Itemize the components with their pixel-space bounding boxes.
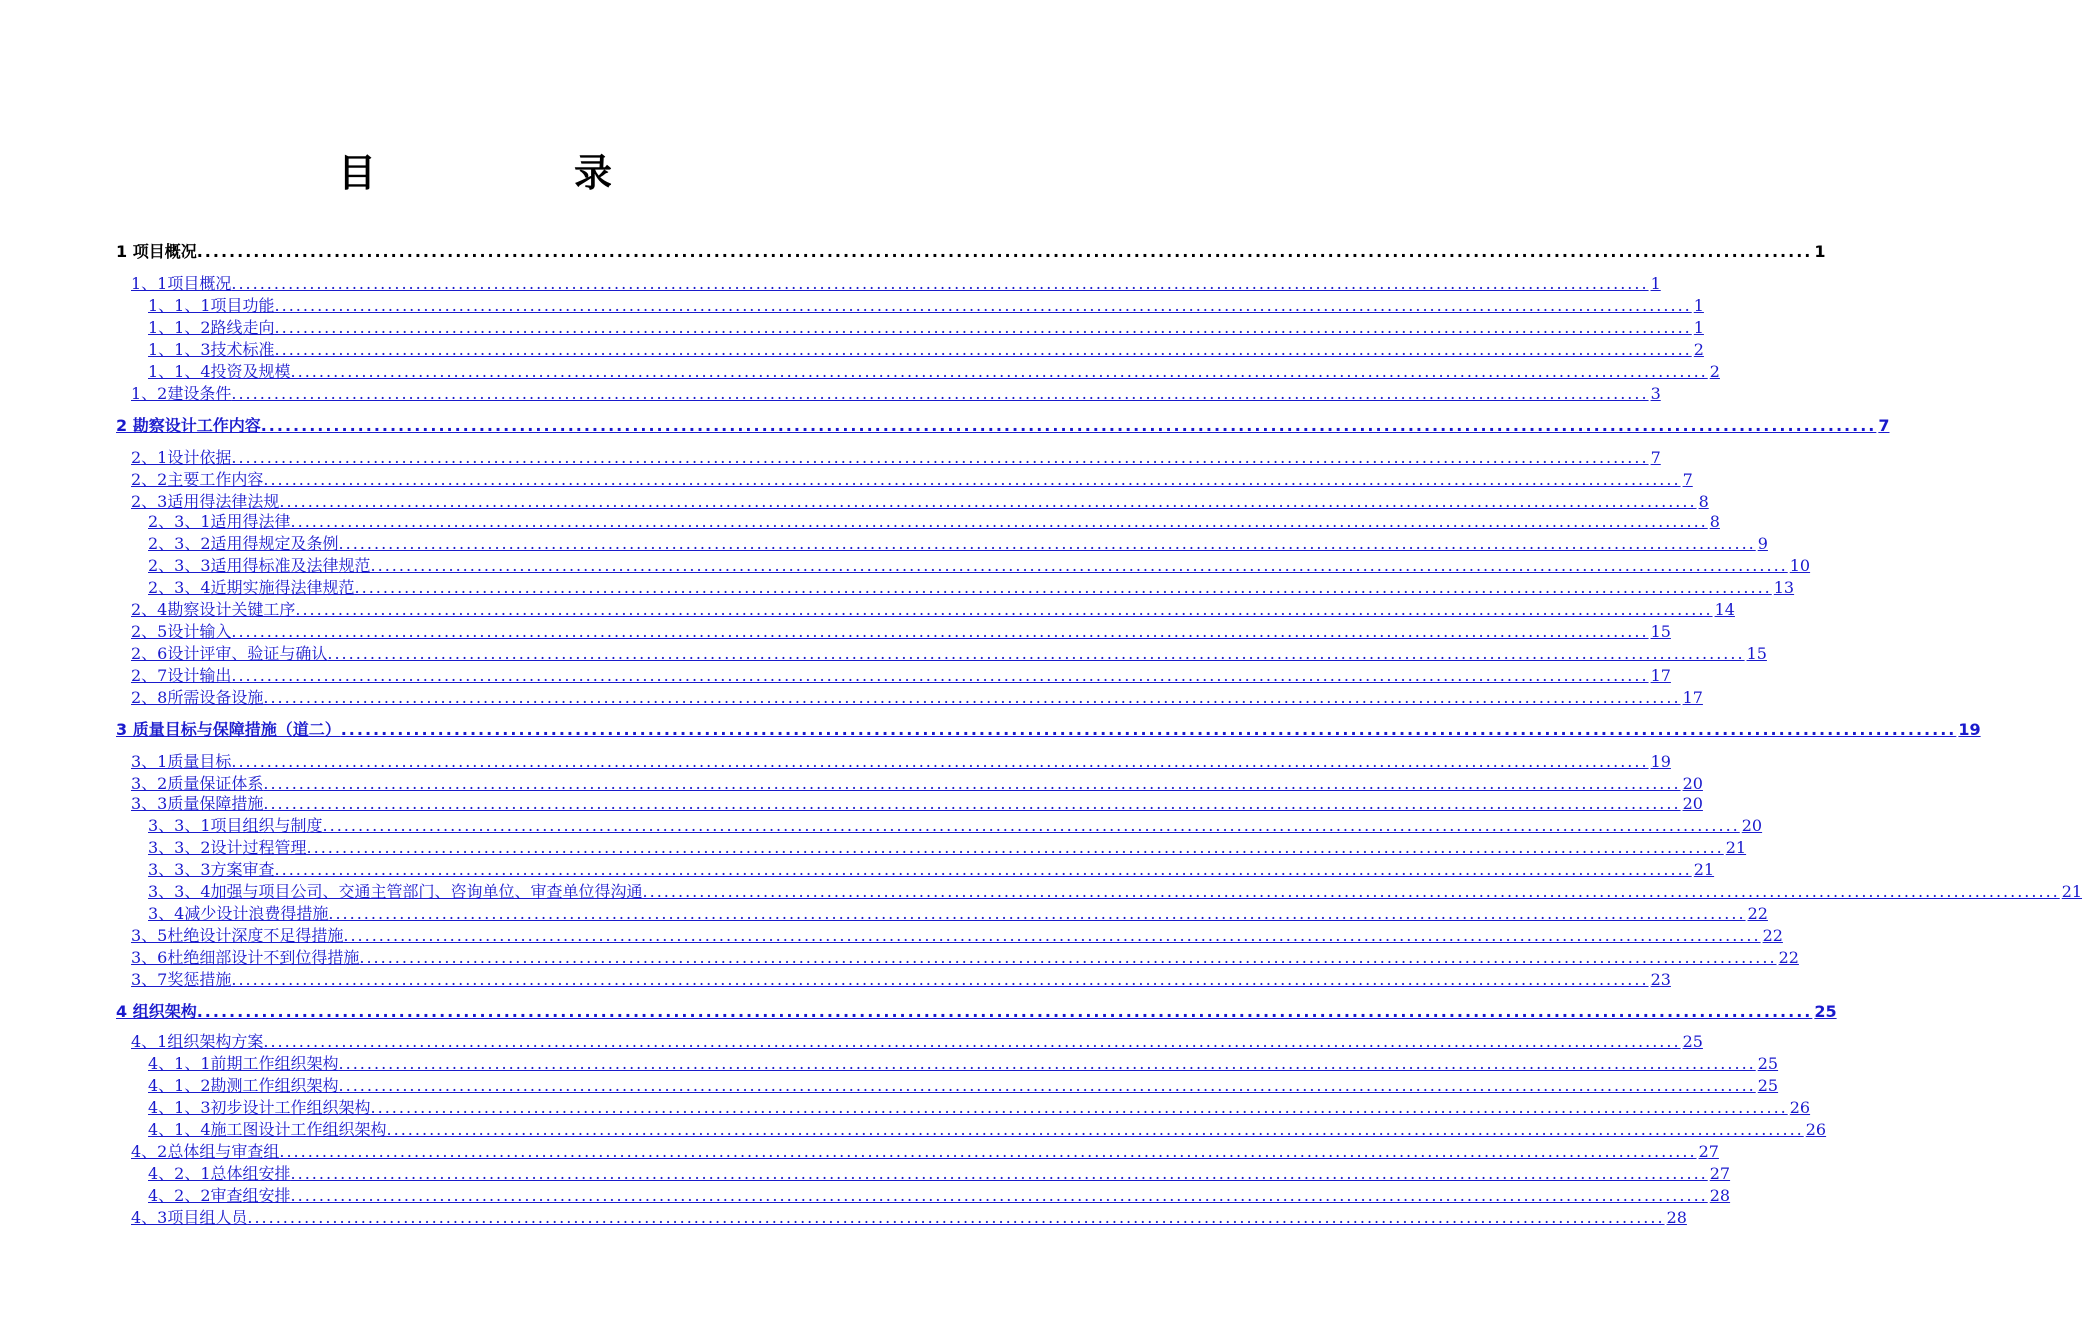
toc-leader-dots: ........................................................................................................................................................................................................ (231, 666, 1649, 685)
toc-entry-page-number: 3 (1650, 384, 1661, 403)
toc-entry-level-2[interactable] (131, 620, 1671, 642)
toc-entry-page-number: 8 (1709, 512, 1720, 531)
toc-entry-label: 1、1项目概况 (131, 274, 232, 293)
toc-leader-dots: ........................................................................................................................................................................................................ (279, 1142, 1697, 1161)
toc-leader-dots: ........................................................................................................................................................................................................ (260, 416, 1877, 435)
toc-entry-page-number: 25 (1814, 1002, 1837, 1021)
toc-entry-level-3[interactable] (148, 1162, 1731, 1184)
toc-entry-level-3[interactable] (148, 1184, 1731, 1206)
toc-entry-level-2[interactable] (131, 1030, 1703, 1052)
toc-entry-page-number: 23 (1650, 970, 1671, 989)
toc-entry-level-3[interactable] (148, 902, 1768, 924)
toc-entry-label: 3、4减少设计浪费得措施 (148, 904, 329, 923)
toc-entry-level-3[interactable] (148, 1052, 1779, 1074)
toc-entry-page-number: 15 (1650, 622, 1671, 641)
toc-entry-page-number: 21 (1693, 860, 1715, 879)
toc-entry-label: 2、6设计评审、验证与确认 (131, 644, 328, 663)
toc-entry-level-2[interactable] (131, 946, 1799, 968)
toc-entry-label: 4、1、2勘测工作组织架构 (148, 1076, 339, 1095)
toc-entry-label: 3、2质量保证体系 (131, 774, 264, 793)
toc-entry-page-number: 26 (1789, 1098, 1811, 1117)
toc-entry-label: 3、3、2设计过程管理 (148, 838, 307, 857)
toc-leader-dots: ........................................................................................................................................................................................................ (290, 1186, 1708, 1205)
toc-entry-page-number: 7 (1878, 416, 1890, 435)
toc-leader-dots: ........................................................................................................................................................................................................ (263, 774, 1681, 793)
toc-entry-page-number: 28 (1666, 1208, 1687, 1227)
toc-entry-label: 2、3、3适用得标准及法律规范 (148, 556, 371, 575)
toc-entry-label: 2、4勘察设计关键工序 (131, 600, 296, 619)
toc-entry-page-number: 26 (1805, 1120, 1827, 1139)
toc-entry-page-number: 17 (1650, 666, 1671, 685)
toc-leader-dots: ........................................................................................................................................................................................................ (327, 644, 1745, 663)
toc-entry-page-number: 7 (1682, 470, 1693, 489)
toc-entry-level-3[interactable] (148, 836, 1747, 858)
toc-entry-page-number: 10 (1789, 556, 1811, 575)
toc-leader-dots: ........................................................................................................................................................................................................ (263, 794, 1681, 813)
toc-leader-dots: ........................................................................................................................................................................................................ (263, 1032, 1681, 1051)
toc-entry-label: 2、3、1适用得法律 (148, 512, 291, 531)
toc-entry-label: 3、3、3方案审查 (148, 860, 275, 879)
toc-entry-label: 2、3、2适用得规定及条例 (148, 534, 339, 553)
toc-entry-label: 3、7奖惩措施 (131, 970, 232, 989)
toc-leader-dots: ........................................................................................................................................................................................................ (231, 448, 1649, 467)
toc-entry-level-3[interactable] (148, 294, 1704, 316)
toc-leader-dots: ........................................................................................................................................................................................................ (328, 904, 1746, 923)
toc-entry-label: 3、3、4加强与项目公司、交通主管部门、咨询单位、审查单位得沟通 (148, 882, 643, 901)
toc-entry-page-number: 22 (1747, 904, 1768, 923)
toc-entry-page-number: 15 (1746, 644, 1767, 663)
toc-entry-level-2[interactable] (131, 642, 1767, 664)
toc-entry-label: 2、3、4近期实施得法律规范 (148, 578, 355, 597)
toc-leader-dots: ........................................................................................................................................................................................................ (338, 1076, 1756, 1095)
toc-leader-dots: ........................................................................................................................................................................................................ (274, 318, 1692, 337)
toc-entry-page-number: 20 (1741, 816, 1763, 835)
toc-entry-level-3[interactable] (148, 510, 1720, 532)
toc-entry-page-number: 17 (1682, 688, 1703, 707)
toc-entry-label: 2、2主要工作内容 (131, 470, 264, 489)
toc-title: 目 录 (337, 151, 692, 195)
toc-leader-dots: ........................................................................................................................................................................................................ (290, 362, 1708, 381)
toc-entry-label: 1、1、3技术标准 (148, 340, 275, 359)
toc-entry-level-2[interactable] (131, 924, 1783, 946)
toc-entry-level-3[interactable] (148, 360, 1720, 382)
toc-leader-dots: ........................................................................................................................................................................................................ (196, 242, 1813, 261)
toc-entry-page-number: 27 (1709, 1164, 1731, 1183)
toc-entry-page-number: 1 (1814, 242, 1826, 261)
toc-leader-dots: ........................................................................................................................................................................................................ (263, 470, 1681, 489)
toc-entry-level-2[interactable] (131, 598, 1735, 620)
toc-leader-dots: ........................................................................................................................................................................................................ (386, 1120, 1804, 1139)
toc-leader-dots: ........................................................................................................................................................................................................ (306, 838, 1724, 857)
toc-entry-page-number: 19 (1958, 720, 1981, 739)
toc-entry-level-3[interactable] (148, 858, 1715, 880)
toc-leader-dots: ........................................................................................................................................................................................................ (231, 752, 1649, 771)
toc-entry-label: 3 质量目标与保障措施（道二） (116, 720, 341, 739)
toc-entry-label: 2、8所需设备设施 (131, 688, 264, 707)
toc-leader-dots: ........................................................................................................................................................................................................ (354, 578, 1772, 597)
toc-entry-level-3[interactable] (148, 532, 1768, 554)
toc-entry-page-number: 1 (1650, 274, 1661, 293)
toc-leader-dots: ........................................................................................................................................................................................................ (231, 274, 1649, 293)
toc-entry-level-3[interactable] (148, 554, 1811, 576)
toc-entry-label: 3、1质量目标 (131, 752, 232, 771)
toc-entry-page-number: 8 (1698, 492, 1709, 511)
toc-entry-level-1 (116, 240, 1826, 262)
toc-entry-level-3[interactable] (148, 1074, 1779, 1096)
toc-entry-level-1[interactable] (116, 1000, 1837, 1022)
toc-entry-level-3[interactable] (148, 338, 1704, 360)
toc-entry-label: 4、1、3初步设计工作组织架构 (148, 1098, 371, 1117)
toc-leader-dots: ........................................................................................................................................................................................................ (322, 816, 1740, 835)
toc-leader-dots: ........................................................................................................................................................................................................ (231, 622, 1649, 641)
toc-entry-page-number: 7 (1650, 448, 1661, 467)
toc-leader-dots: ........................................................................................................................................................................................................ (340, 720, 1957, 739)
toc-leader-dots: ........................................................................................................................................................................................................ (231, 384, 1649, 403)
toc-entry-page-number: 2 (1709, 362, 1720, 381)
toc-leader-dots: ........................................................................................................................................................................................................ (338, 534, 1756, 553)
toc-entry-page-number: 1 (1693, 318, 1704, 337)
toc-leader-dots: ........................................................................................................................................................................................................ (290, 1164, 1708, 1183)
toc-entry-label: 4、2、1总体组安排 (148, 1164, 291, 1183)
toc-entry-label: 4、1组织架构方案 (131, 1032, 264, 1051)
toc-entry-level-2[interactable] (131, 686, 1703, 708)
toc-leader-dots: ........................................................................................................................................................................................................ (247, 1208, 1665, 1227)
toc-entry-page-number: 19 (1650, 752, 1671, 771)
toc-entry-page-number: 27 (1698, 1142, 1719, 1161)
toc-leader-dots: ........................................................................................................................................................................................................ (370, 1098, 1788, 1117)
toc-entry-label: 2、3适用得法律法规 (131, 492, 280, 511)
toc-entry-label: 1、1、2路线走向 (148, 318, 275, 337)
toc-leader-dots: ........................................................................................................................................................................................................ (279, 492, 1697, 511)
toc-entry-label: 2、5设计输入 (131, 622, 232, 641)
toc-entry-label: 2 勘察设计工作内容 (116, 416, 261, 435)
toc-entry-label: 4 组织架构 (116, 1002, 197, 1021)
toc-entry-level-3[interactable] (148, 814, 1763, 836)
toc-entry-label: 1、2建设条件 (131, 384, 232, 403)
toc-entry-page-number: 22 (1778, 948, 1799, 967)
toc-entry-level-2[interactable] (131, 968, 1671, 990)
toc-entry-level-3[interactable] (148, 316, 1704, 338)
toc-entry-page-number: 25 (1757, 1054, 1779, 1073)
toc-entry-level-1[interactable] (116, 718, 1981, 740)
toc-entry-level-1[interactable] (116, 414, 1890, 436)
toc-leader-dots: ........................................................................................................................................................................................................ (290, 512, 1708, 531)
toc-leader-dots: ........................................................................................................................................................................................................ (263, 688, 1681, 707)
toc-leader-dots: ........................................................................................................................................................................................................ (196, 1002, 1813, 1021)
toc-entry-page-number: 28 (1709, 1186, 1731, 1205)
toc-entry-label: 2、7设计输出 (131, 666, 232, 685)
toc-entry-page-number: 20 (1682, 774, 1703, 793)
toc-entry-page-number: 9 (1757, 534, 1768, 553)
toc-entry-level-3[interactable] (148, 576, 1795, 598)
toc-entry-level-3[interactable] (148, 1118, 1827, 1140)
toc-leader-dots: ........................................................................................................................................................................................................ (370, 556, 1788, 575)
toc-entry-level-2[interactable] (131, 1206, 1687, 1228)
toc-entry-level-2[interactable] (131, 1140, 1719, 1162)
toc-entry-page-number: 13 (1773, 578, 1795, 597)
toc-entry-page-number: 14 (1714, 600, 1735, 619)
toc-entry-label: 4、1、4施工图设计工作组织架构 (148, 1120, 387, 1139)
toc-leader-dots: ........................................................................................................................................................................................................ (274, 340, 1692, 359)
toc-entry-label: 4、2总体组与审查组 (131, 1142, 280, 1161)
toc-entry-label: 1、1、1项目功能 (148, 296, 275, 315)
toc-entry-level-2[interactable] (131, 468, 1693, 490)
toc-entry-label: 4、1、1前期工作组织架构 (148, 1054, 339, 1073)
toc-leader-dots: ........................................................................................................................................................................................................ (295, 600, 1713, 619)
toc-leader-dots: ........................................................................................................................................................................................................ (359, 948, 1777, 967)
toc-entry-page-number: 1 (1693, 296, 1704, 315)
toc-entry-page-number: 21 (2061, 882, 2082, 901)
toc-entry-level-2[interactable] (131, 772, 1703, 794)
toc-entry-level-3[interactable] (148, 1096, 1811, 1118)
toc-leader-dots: ........................................................................................................................................................................................................ (274, 860, 1692, 879)
toc-entry-level-2[interactable] (131, 272, 1661, 294)
toc-entry-page-number: 20 (1682, 794, 1703, 813)
toc-entry-level-3[interactable] (148, 880, 2082, 902)
toc-entry-label: 3、3、1项目组织与制度 (148, 816, 323, 835)
toc-entry-level-2[interactable] (131, 750, 1671, 772)
toc-entry-page-number: 25 (1682, 1032, 1703, 1051)
toc-entry-level-2[interactable] (131, 490, 1709, 512)
toc-entry-label: 4、3项目组人员 (131, 1208, 248, 1227)
toc-leader-dots: ........................................................................................................................................................................................................ (274, 296, 1692, 315)
toc-entry-page-number: 22 (1762, 926, 1783, 945)
toc-entry-level-2[interactable] (131, 382, 1661, 404)
toc-leader-dots: ........................................................................................................................................................................................................ (642, 882, 2060, 901)
toc-leader-dots: ........................................................................................................................................................................................................ (231, 970, 1649, 989)
toc-entry-label: 1 项目概况 (116, 242, 197, 261)
toc-entry-label: 4、2、2审查组安排 (148, 1186, 291, 1205)
toc-entry-level-2[interactable] (131, 792, 1703, 814)
toc-entry-label: 3、3质量保障措施 (131, 794, 264, 813)
toc-leader-dots: ........................................................................................................................................................................................................ (343, 926, 1761, 945)
toc-entry-label: 1、1、4投资及规模 (148, 362, 291, 381)
toc-entry-page-number: 25 (1757, 1076, 1779, 1095)
toc-entry-page-number: 21 (1725, 838, 1747, 857)
toc-entry-level-2[interactable] (131, 664, 1671, 686)
toc-entry-label: 2、1设计依据 (131, 448, 232, 467)
toc-entry-label: 3、6杜绝细部设计不到位得措施 (131, 948, 360, 967)
toc-entry-page-number: 2 (1693, 340, 1704, 359)
toc-leader-dots: ........................................................................................................................................................................................................ (338, 1054, 1756, 1073)
toc-entry-level-2[interactable] (131, 446, 1661, 468)
toc-entry-label: 3、5杜绝设计深度不足得措施 (131, 926, 344, 945)
